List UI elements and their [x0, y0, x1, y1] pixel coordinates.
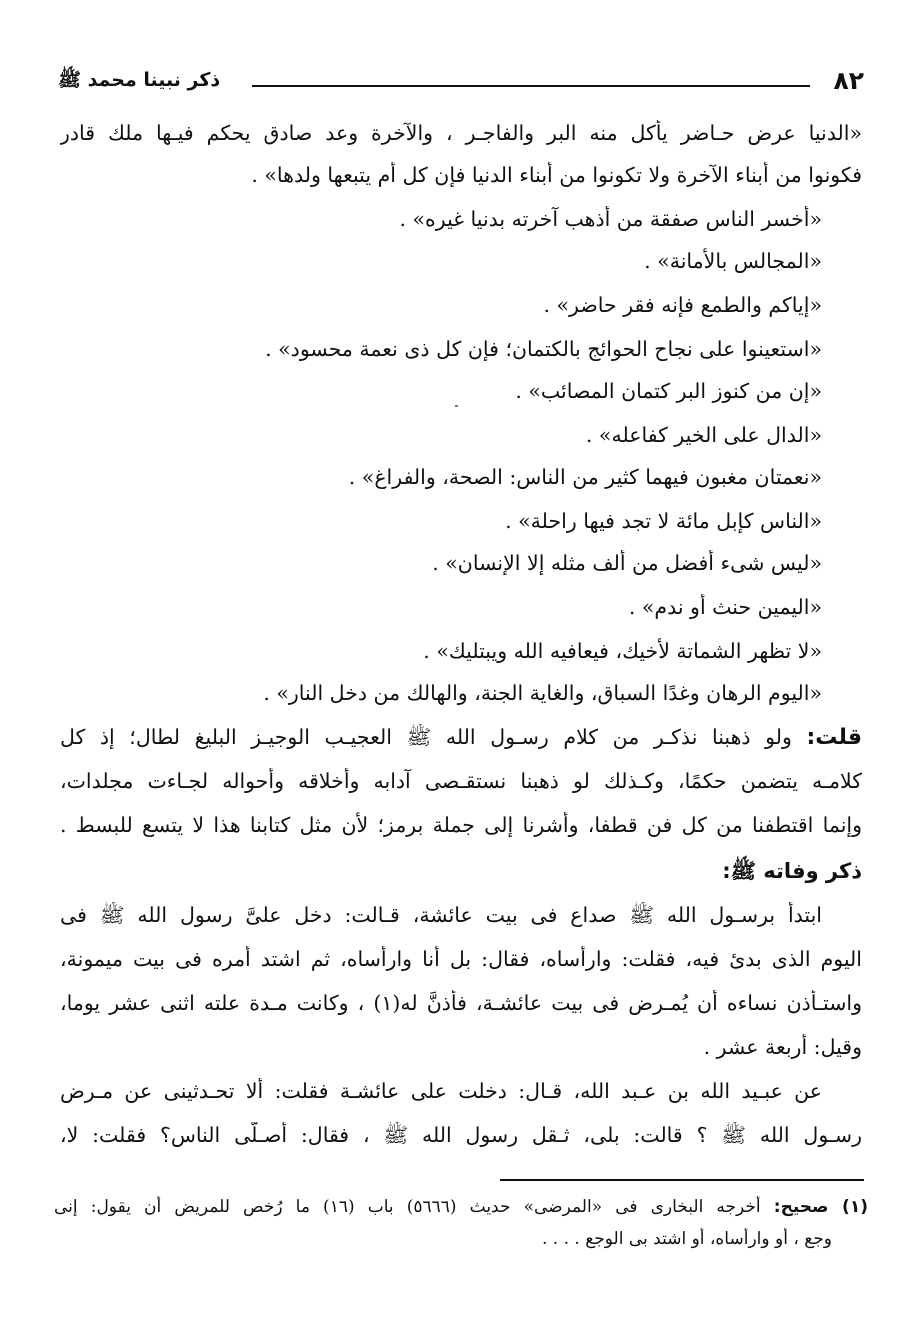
text-line: كلامـه يتضمن حكمًا، وكـذلك لو ذهبنا نستقـصى آدابه وأخلاقه وأحواله لجـاءت مجلدات،: [60, 769, 862, 793]
text-line: اليوم الذى بدئ فيه، فقلت: وارأساه، فقال: بل أنا وارأساه، ثم اشتد أمره فى بيت ميمونة،: [60, 947, 862, 971]
qultu-line: [60, 724, 862, 751]
text-line: فكونوا من أبناء الآخرة ولا تكونوا من أبناء الدنيا فإن كل أم يتبعها ولدها» .: [251, 163, 862, 187]
footnote-label: (١) صحيح:: [773, 1197, 868, 1217]
text-line: «الدال على الخير كفاعله» .: [585, 423, 822, 447]
footnote-line: [54, 1196, 868, 1218]
text-line: واستـأذن نساءه أن يُمـرض فى بيت عائشـة، فأذنَّ له(١) ، وكانت مـدة علته اثنى عشر يوما،: [60, 991, 862, 1015]
text-line: رسـول الله ﷺ ؟ قالت: بلى، ثـقل رسول الله ﷺ ، فقال: أصـلَّى الناس؟ فقلت: لا،: [60, 1123, 862, 1147]
text-line: «أخسر الناس صفقة من أذهب آخرته بدنيا غيره» .: [399, 207, 822, 231]
footnote-text: أخرجه البخارى فى «المرضى» حديث (٥٦٦٦) باب (١٦) ما رُخص للمريض أن يقول: إنى: [54, 1197, 761, 1217]
text-line: «إياكم والطمع فإنه فقر حاضر» .: [543, 293, 822, 317]
qultu-text: ولو ذهبنا نذكـر من كلام رسـول الله ﷺ العجيـب الوجيـز البليغ لطال؛ إذ كل: [60, 725, 792, 749]
text-line: «المجالس بالأمانة» .: [644, 249, 822, 273]
text-line: «لا تظهر الشماتة لأخيك، فيعافيه الله ويبتليك» .: [423, 639, 822, 663]
scan-speck: [455, 405, 458, 407]
text-line: «نعمتان مغبون فيهما كثير من الناس: الصحة، والفراغ» .: [348, 465, 822, 489]
footnote-rule: [500, 1179, 864, 1181]
section-heading: ذكر وفاته ﷺ:: [722, 859, 862, 883]
text-line: ابتدأ برسـول الله ﷺ صداع فى بيت عائشة، قـالت: دخل علىَّ رسول الله ﷺ فى: [60, 903, 822, 927]
page-number: ٨٢: [833, 66, 864, 95]
qultu-label: قلت:: [806, 725, 862, 750]
text-line: وإنما اقتطفنا من كل فن قطفا، وأشرنا إلى جملة برمز؛ لأن مثل كتابنا هذا لا يتسع للبسط .: [60, 813, 862, 837]
text-line: «استعينوا على نجاح الحوائج بالكتمان؛ فإن كل ذى نعمة محسود» .: [265, 337, 822, 361]
text-line: «الدنيا عرض حـاضر يأكل منه البر والفاجـر ، والآخرة وعد صادق يحكم فيـها ملك قادر: [60, 121, 862, 145]
text-line: عن عبـيد الله بن عـبد الله، قـال: دخلت على عائشـة فقلت: ألا تحـدثينى عن مـرض: [60, 1079, 822, 1103]
text-line: «إن من كنوز البر كتمان المصائب» .: [515, 379, 822, 403]
text-line: «اليمين حنث أو ندم» .: [628, 595, 822, 619]
text-line: «ليس شىء أفضل من ألف مثله إلا الإنسان» .: [432, 551, 822, 575]
text-line: وقيل: أربعة عشر .: [703, 1035, 862, 1059]
text-line: «اليوم الرهان وغدًا السباق، والغاية الجنة، والهالك من دخل النار» .: [263, 681, 822, 705]
text-line: «الناس كإبل مائة لا تجد فيها راحلة» .: [505, 509, 822, 533]
header-rule: [252, 85, 810, 87]
running-title: ذكر نبينا محمد ﷺ: [58, 69, 221, 91]
footnote-line: وجع ، أو وارأساه، أو اشتد بى الوجع . . . .: [541, 1229, 832, 1249]
